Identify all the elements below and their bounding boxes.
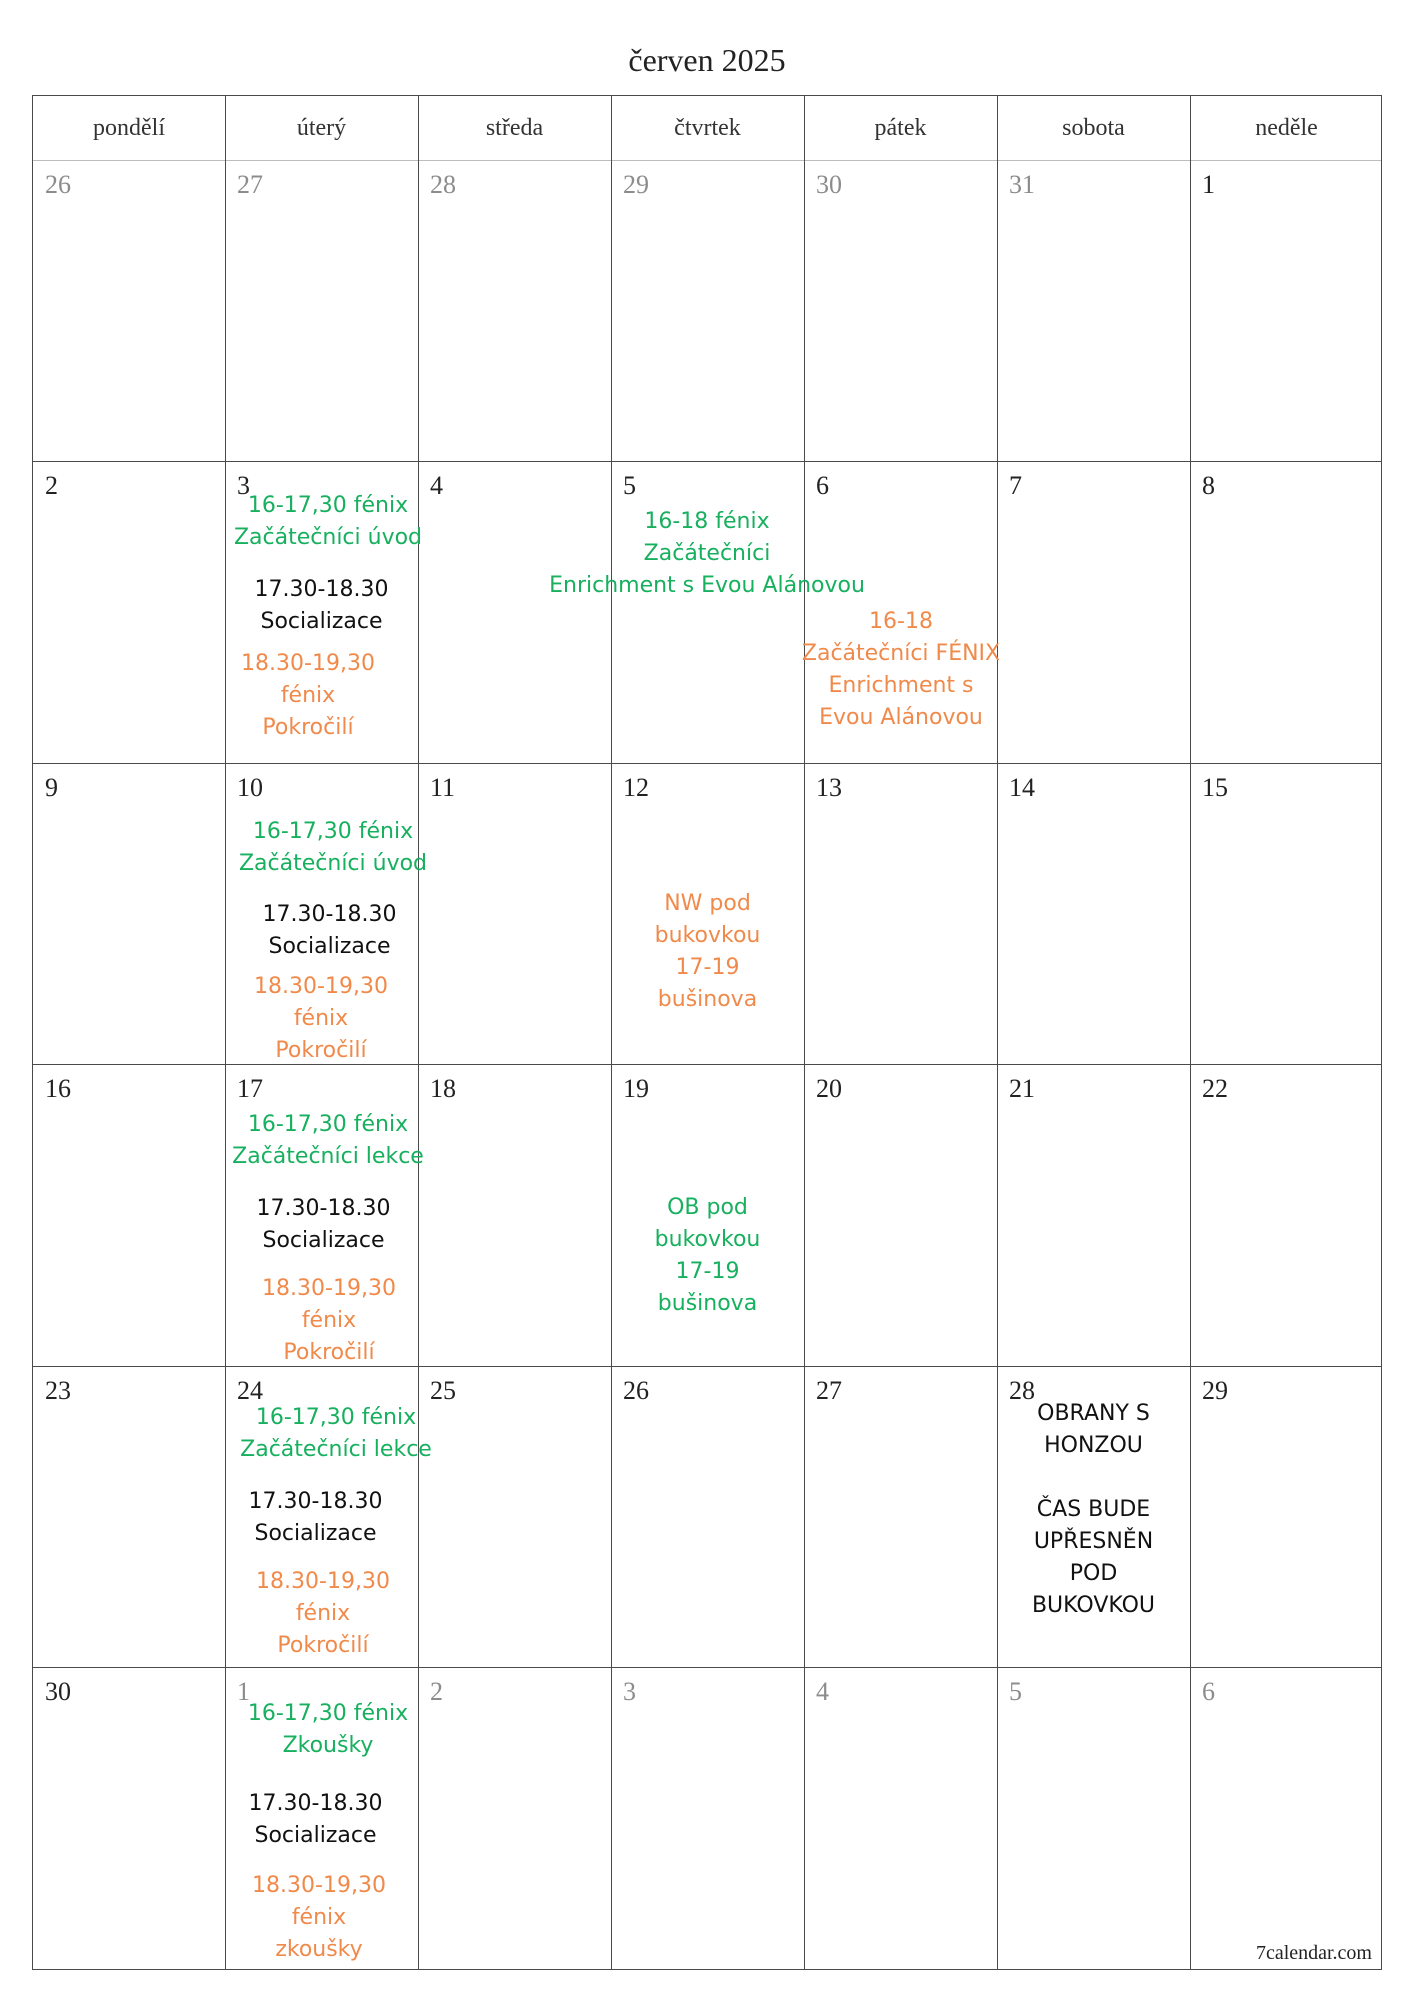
day-number: 12 <box>623 773 649 802</box>
day-number: 3 <box>237 471 250 500</box>
header-divider <box>33 160 1381 161</box>
event-socialization: 17.30-18.30 Socializace <box>248 1791 383 1848</box>
day-number: 13 <box>816 773 842 802</box>
day-number: 23 <box>45 1376 71 1405</box>
day-number: 16 <box>45 1074 71 1103</box>
day-number: 14 <box>1009 773 1035 802</box>
row-divider <box>33 461 1381 462</box>
day-number: 4 <box>430 471 443 500</box>
day-number: 20 <box>816 1074 842 1103</box>
column-divider <box>1190 96 1191 1969</box>
day-number: 15 <box>1202 773 1228 802</box>
column-divider <box>804 96 805 1969</box>
day-number: 27 <box>816 1376 842 1405</box>
day-number: 2 <box>45 471 58 500</box>
day-number: 26 <box>45 170 71 199</box>
day-number: 22 <box>1202 1074 1228 1103</box>
event-fenix-lesson: 16-17,30 fénix Začátečníci lekce <box>232 1112 424 1169</box>
day-number: 31 <box>1009 170 1035 199</box>
weekday-saturday: sobota <box>1062 115 1125 141</box>
event-fenix-advanced: 18.30-19,30 fénix Pokročilí <box>254 974 388 1063</box>
footer-credit: 7calendar.com <box>1255 1942 1372 1964</box>
weekday-friday: pátek <box>874 115 927 141</box>
day-number: 25 <box>430 1376 456 1405</box>
day-number: 24 <box>237 1376 263 1405</box>
day-number: 28 <box>430 170 456 199</box>
day-number: 6 <box>816 471 829 500</box>
day-number: 7 <box>1009 471 1022 500</box>
day-number: 19 <box>623 1074 649 1103</box>
calendar-grid <box>32 95 1382 1970</box>
day-number: 3 <box>623 1677 636 1706</box>
row-divider <box>33 1667 1381 1668</box>
event-fenix-exams: 16-17,30 fénix Zkoušky <box>247 1701 409 1758</box>
event-nosework: NW pod bukovkou 17-19 bušinova <box>654 891 761 1012</box>
event-fenix-advanced: 18.30-19,30 fénix Pokročilí <box>256 1569 390 1658</box>
day-number: 28 <box>1009 1376 1035 1405</box>
event-fenix-exams-advanced: 18.30-19,30 fénix zkoušky <box>252 1873 386 1962</box>
day-number: 1 <box>1202 170 1215 199</box>
day-number: 6 <box>1202 1677 1215 1706</box>
day-number: 5 <box>1009 1677 1022 1706</box>
event-socialization: 17.30-18.30 Socializace <box>248 1489 383 1546</box>
day-number: 30 <box>816 170 842 199</box>
weekday-thursday: čtvrtek <box>674 115 741 141</box>
event-defense-honza: OBRANY S HONZOU ČAS BUDE UPŘESNĚN POD BUKOVKOU <box>1031 1401 1156 1618</box>
event-enrichment-fenix: 16-18 Začátečníci FÉNIX Enrichment s Evou Alánovou <box>801 609 1001 730</box>
weekday-wednesday: středa <box>485 115 544 141</box>
day-number: 10 <box>237 773 263 802</box>
day-number: 27 <box>237 170 263 199</box>
event-fenix-advanced: 18.30-19,30 fénix Pokročilí <box>262 1276 396 1365</box>
event-fenix-beginners: 16-17,30 fénix Začátečníci úvod <box>233 493 423 550</box>
weekday-tuesday: úterý <box>296 115 347 141</box>
day-number: 29 <box>623 170 649 199</box>
event-socialization: 17.30-18.30 Socializace <box>256 1196 391 1253</box>
event-socialization: 17.30-18.30 Socializace <box>254 577 389 634</box>
event-enrichment: 16-18 fénix Začátečníci Enrichment s Evou Alánovou <box>549 509 865 598</box>
day-number: 1 <box>237 1677 250 1706</box>
day-number: 21 <box>1009 1074 1035 1103</box>
event-fenix-advanced: 18.30-19,30 fénix Pokročilí <box>241 651 375 740</box>
event-fenix-lesson: 16-17,30 fénix Začátečníci lekce <box>240 1405 432 1462</box>
day-number: 18 <box>430 1074 456 1103</box>
day-number: 26 <box>623 1376 649 1405</box>
row-divider <box>33 763 1381 764</box>
event-fenix-beginners: 16-17,30 fénix Začátečníci úvod <box>238 819 428 876</box>
event-obedience: OB pod bukovkou 17-19 bušinova <box>654 1195 761 1316</box>
day-number: 9 <box>45 773 58 802</box>
event-socialization: 17.30-18.30 Socializace <box>262 902 397 959</box>
day-number: 17 <box>237 1074 263 1103</box>
day-number: 5 <box>623 471 636 500</box>
day-number: 8 <box>1202 471 1215 500</box>
column-divider <box>611 96 612 1969</box>
column-divider <box>997 96 998 1969</box>
day-number: 2 <box>430 1677 443 1706</box>
day-number: 29 <box>1202 1376 1228 1405</box>
weekday-sunday: neděle <box>1255 115 1318 141</box>
day-number: 30 <box>45 1677 71 1706</box>
day-number: 11 <box>430 773 456 802</box>
weekday-monday: pondělí <box>93 115 165 141</box>
calendar-title: červen 2025 <box>628 42 786 78</box>
day-number: 4 <box>816 1677 829 1706</box>
